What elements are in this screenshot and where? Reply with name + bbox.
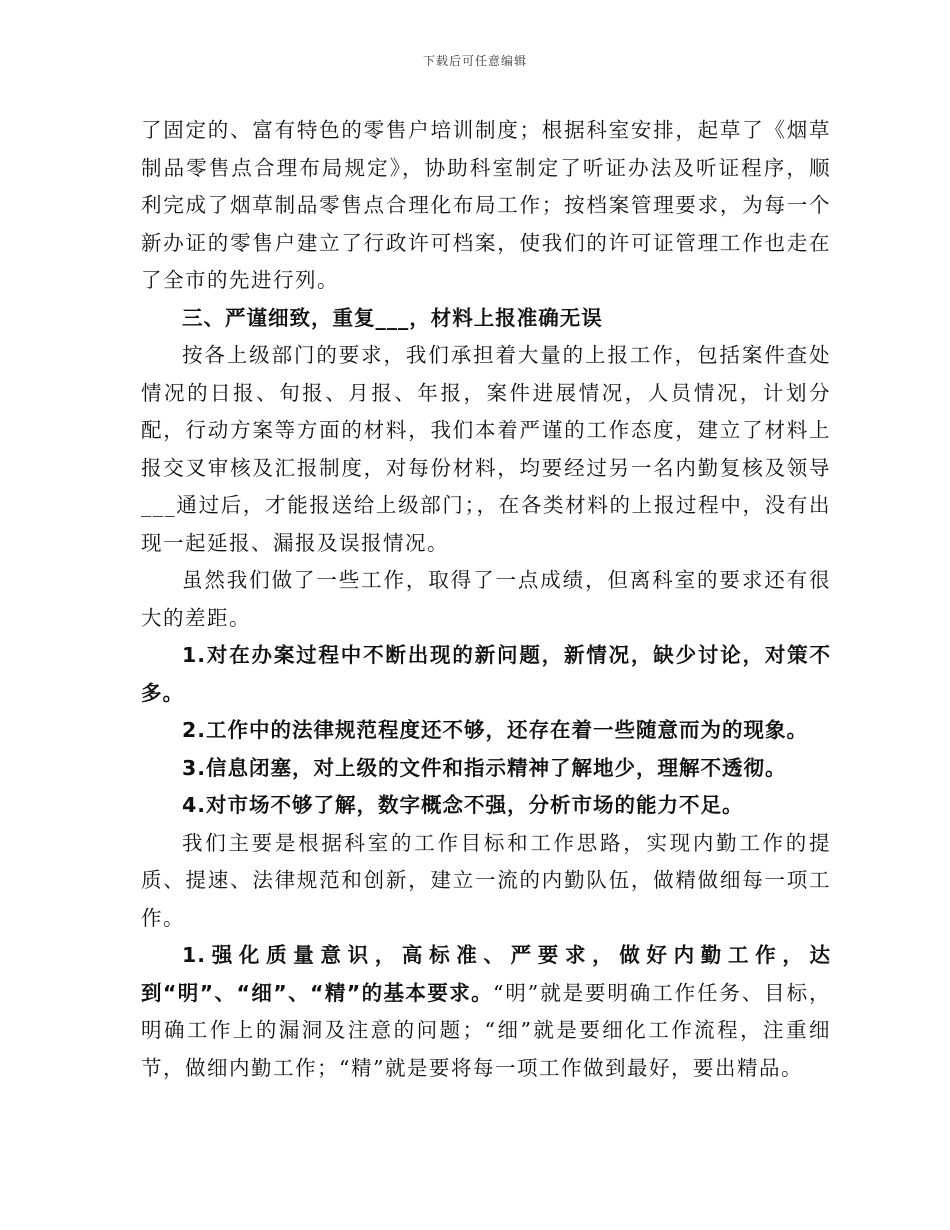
paragraph-quality [141, 937, 831, 1087]
section-heading-3: 三、严谨细致，重复___，材料上报准确无误 [182, 305, 603, 330]
list-item-1: 1.对在办案过程中不断出现的新问题，新情况，缺少讨论，对策不多。 [141, 643, 831, 705]
quality-detail: “明”就是要明确工作任务、目标，明确工作上的漏洞及注意的问题；“细”就是要细化工作流程，注重细节，做细内勤工作；“精”就是要将每一项工作做到最好，要出精品。 [141, 980, 831, 1080]
page-header: 下载后可任意编辑 [422, 54, 527, 68]
document-body [141, 112, 831, 1087]
list-item-3: 3.信息闭塞，对上级的文件和指示精神了解地少，理解不透彻。 [182, 755, 787, 780]
paragraph-reporting: 按各上级部门的要求，我们承担着大量的上报工作，包括案件查处情况的日报、旬报、月报、年报，案件进展情况，人员情况，计划分配，行动方案等方面的材料，我们本着严谨的工作态度，建立了材料上报交叉审核及汇报制度，对每份材料，均要经过另一名内勤复核及领导___通过后，才能报送给上级部门；，在各类材料的上报过程中，没有出现一起延报、漏报及误报情况。 [141, 343, 831, 555]
paragraph-training-system: 了固定的、富有特色的零售户培训制度；根据科室安排，起草了《烟草制品零售点合理布局规定》，协助科室制定了听证办法及听证程序，顺利完成了烟草制品零售点合理化布局工作；按档案管理要求，为每一个新办证的零售户建立了行政许可档案，使我们的许可证管理工作也走在了全市的先进行列。 [141, 118, 831, 292]
quality-lead: 1.强化质量意识，高标准、严要求，做好内勤工作，达到“明”、“细”、“精”的基本要求。 [141, 943, 831, 1005]
paragraph-gap: 虽然我们做了一些工作，取得了一点成绩，但离科室的要求还有很大的差距。 [141, 568, 831, 630]
list-item-4: 4.对市场不够了解，数字概念不强，分析市场的能力不足。 [182, 793, 744, 817]
paragraph-goals: 我们主要是根据科室的工作目标和工作思路，实现内勤工作的提质、提速、法律规范和创新，建立一流的内勤队伍，做精做细每一项工作。 [141, 830, 831, 930]
list-item-2: 2.工作中的法律规范程度还不够，还存在着一些随意而为的现象。 [182, 718, 809, 742]
